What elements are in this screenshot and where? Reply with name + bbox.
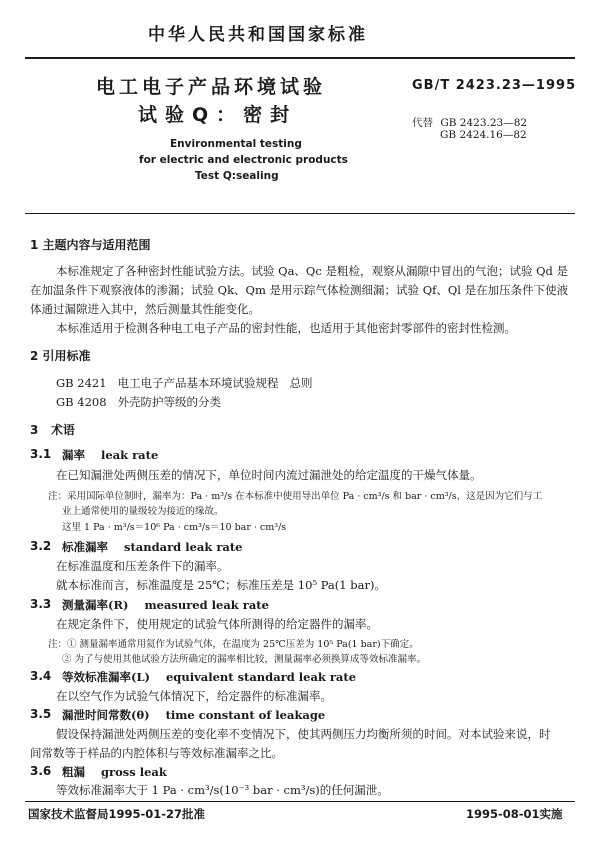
term-3-1-note-line2: 业上通常使用的量级较为接近的缘故。	[62, 506, 224, 517]
term-3-3-title: 测量漏率(R) measured leak rate	[62, 598, 269, 612]
title-en-line3: Test Q:sealing	[195, 170, 279, 182]
section-1-para1-line1: 本标准规定了各种密封性能试验方法。试验 Qa、Qc 是粗检，观察从漏隙中冒出的气泡；试验 Qd 是	[56, 264, 569, 278]
term-3-2-definition-1: 在标准温度和压差条件下的漏率。	[56, 559, 229, 573]
term-3-5-number: 3.5	[30, 707, 52, 721]
approval-date: 国家技术监督局1995-01-27批准	[28, 807, 206, 821]
term-3-6-number: 3.6	[30, 764, 52, 778]
replaces-standard-1: GB 2423.23—82	[440, 117, 528, 129]
title-zh-line2: 试验Q：密封	[138, 104, 298, 126]
section-1-para1-line2: 在加温条件下观察液体的渗漏；试验 Qk、Qm 是用示踪气体检测细漏；试验 Qf、Ql 是在加压条件下使液	[30, 283, 569, 297]
term-3-1-note-line3: 这里 1 Pa · m³/s＝10⁶ Pa · cm³/s＝10 bar · cm³/s	[62, 522, 287, 533]
term-3-2-title: 标准漏率 standard leak rate	[62, 540, 243, 554]
effective-date: 1995-08-01实施	[466, 807, 563, 821]
term-3-2-number: 3.2	[30, 539, 52, 553]
header-rule	[25, 57, 575, 59]
term-3-2-definition-2: 就本标准而言，标准温度是 25℃；标准压差是 10⁵ Pa(1 bar)。	[56, 578, 386, 592]
title-zh-line1: 电工电子产品环境试验	[96, 76, 327, 98]
title-en-line2: for electric and electronic products	[139, 154, 348, 166]
term-3-5-title: 漏泄时间常数(θ) time constant of leakage	[62, 708, 326, 722]
term-3-3-note-2: ② 为了与使用其他试验方法所确定的漏率相比较，测量漏率必须换算成等效标准漏率。	[62, 654, 427, 665]
section-1-para2: 本标准适用于检测各种电工电子产品的密封性能，也适用于其他密封零部件的密封性检测。	[56, 321, 516, 335]
term-3-4-title: 等效标准漏率(L) equivalent standard leak rate	[62, 670, 357, 684]
term-3-3-note-1: 注：① 测量漏率通常用氦作为试验气体，在温度为 25℃压差为 10⁵ Pa(1 bar)下确定。	[48, 639, 419, 650]
replaces-standard-2: GB 2424.16—82	[440, 129, 527, 141]
term-3-6-title: 粗漏 gross leak	[62, 765, 167, 779]
reference-gb4208: GB 4208 外壳防护等级的分类	[56, 395, 222, 409]
footer-rule	[25, 801, 575, 802]
reference-gb2421: GB 2421 电工电子产品基本环境试验规程 总则	[56, 376, 313, 390]
national-standard-header: 中华人民共和国国家标准	[148, 25, 368, 45]
term-3-1-definition: 在已知漏泄处两侧压差的情况下，单位时间内流过漏泄处的给定温度的干燥气体量。	[56, 468, 482, 482]
term-3-1-title: 漏率 leak rate	[62, 448, 159, 462]
section-2-heading: 2 引用标准	[30, 349, 91, 363]
replaces-block	[412, 115, 527, 130]
term-3-1-number: 3.1	[30, 447, 52, 461]
title-en-line1: Environmental testing	[170, 138, 302, 150]
term-3-4-definition: 在以空气作为试验气体情况下，给定器件的标准漏率。	[56, 689, 332, 703]
term-3-1-note-line1: 注：采用国际单位制时，漏率为：Pa · m³/s 在本标准中使用导出单位 Pa · cm³/s 和 bar · cm³/s，这是因为它们与工	[48, 491, 543, 502]
section-1-heading: 1 主题内容与适用范围	[30, 238, 151, 252]
section-3-heading: 3 术语	[30, 423, 75, 437]
standard-number: GB/T 2423.23—1995	[412, 78, 577, 93]
term-3-5-definition-line2: 间常数等于样品的内腔体积与等效标准漏率之比。	[30, 746, 283, 760]
term-3-3-number: 3.3	[30, 597, 52, 611]
term-3-6-definition: 等效标准漏率大于 1 Pa · cm³/s(10⁻³ bar · cm³/s)的任何漏泄。	[56, 783, 389, 797]
section-1-para1-line3: 体通过漏隙进入其中，然后测量其性能变化。	[30, 302, 260, 316]
term-3-3-definition: 在规定条件下，使用规定的试验气体所测得的给定器件的漏率。	[56, 617, 378, 631]
title-rule	[25, 213, 575, 214]
replaces-label: 代替	[412, 117, 433, 129]
term-3-4-number: 3.4	[30, 669, 52, 683]
term-3-5-definition-line1: 假设保持漏泄处两侧压差的变化率不变情况下，使其两侧压力均衡所须的时间。对本试验来说，时	[56, 727, 551, 741]
